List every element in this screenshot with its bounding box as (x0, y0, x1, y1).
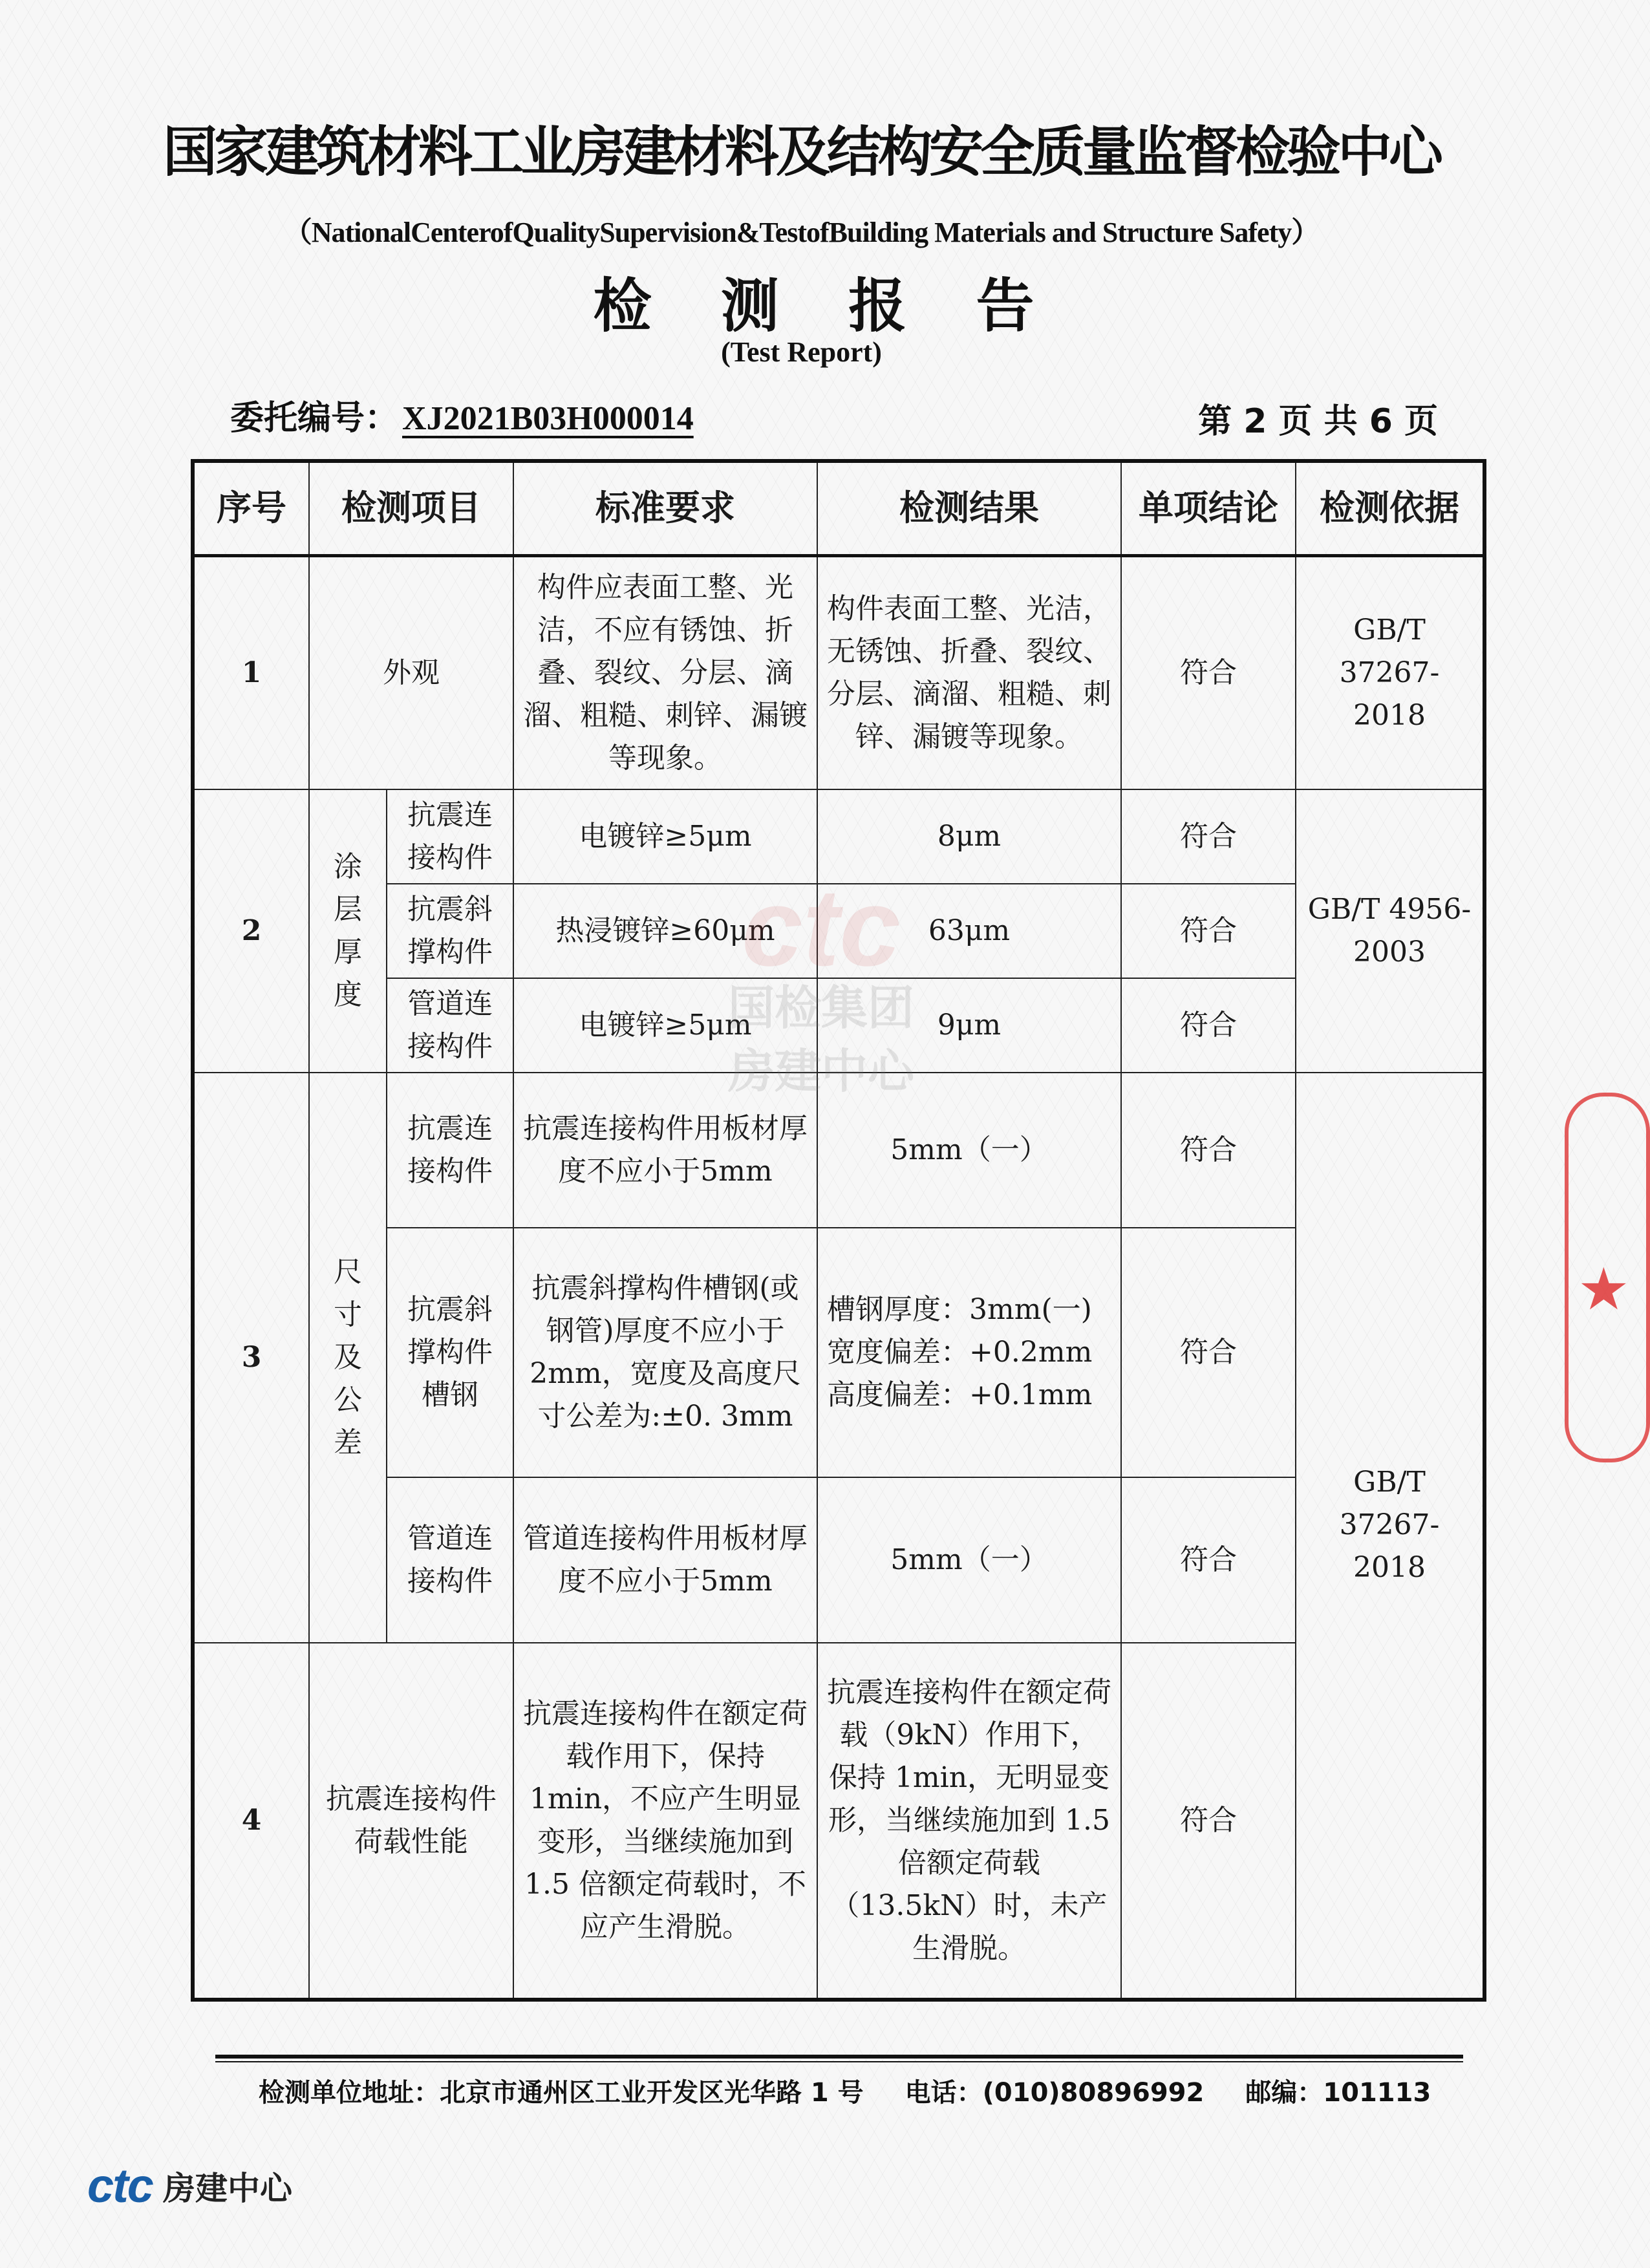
sub-item: 管道连接构件 (387, 978, 513, 1073)
row-number: 2 (193, 789, 309, 1073)
header-no: 序号 (193, 461, 309, 555)
watermark-line: 国检集团 (727, 981, 914, 1035)
conclusion: 符合 (1121, 1477, 1296, 1643)
standard-requirement: 抗震斜撑构件槽钢(或钢管)厚度不应小于 2mm，宽度及高度尺寸公差为:±0. 3mm (513, 1228, 817, 1477)
header-result: 检测结果 (817, 461, 1121, 555)
conclusion: 符合 (1121, 1228, 1296, 1477)
commission-label: 委托编号： (230, 399, 399, 438)
ctc-logo-icon: ctc (87, 2159, 153, 2212)
sub-item: 管道连接构件 (387, 1477, 513, 1643)
test-result: 抗震连接构件在额定荷载（9kN）作用下，保持 1min，无明显变形，当继续施加到 1.5 倍额定荷载（13.5kN）时，未产生滑脱。 (817, 1643, 1121, 2000)
test-result: 8μm (817, 789, 1121, 884)
footer-postcode: 邮编：101113 (1245, 2078, 1431, 2108)
footer-divider (215, 2061, 1463, 2062)
test-result: 5mm（一） (817, 1477, 1121, 1643)
header-basis: 检测依据 (1296, 461, 1484, 555)
group-label: 尺寸及公差 (334, 1256, 362, 1459)
row-number: 4 (193, 1643, 309, 2000)
conclusion: 符合 (1121, 789, 1296, 884)
commission-number: XJ2021B03H000014 (402, 400, 694, 437)
page-indicator: 第 2 页 共 6 页 (1198, 402, 1438, 441)
test-item: 外观 (309, 555, 513, 789)
ctc-logo (87, 2158, 292, 2213)
seal-star-icon: ★ (1578, 1256, 1630, 1323)
table-row (193, 789, 1484, 884)
footer-phone: 电话：(010)80896992 (905, 2078, 1205, 2108)
row-number: 1 (193, 555, 309, 789)
watermark-line: 房建中心 (727, 1044, 914, 1098)
table-row (193, 1073, 1484, 1228)
standard-requirement: 热浸镀锌≥60μm (513, 884, 817, 978)
commission-number-row (230, 390, 694, 439)
test-item: 抗震连接构件荷载性能 (309, 1643, 513, 2000)
result-line: 高度偏差：+0.1mm (827, 1378, 1093, 1411)
conclusion: 符合 (1121, 884, 1296, 978)
table-header-row (193, 461, 1484, 555)
test-result: 构件表面工整、光洁，无锈蚀、折叠、裂纹、分层、滴溜、粗糙、刺锌、漏镀等现象。 (817, 555, 1121, 789)
report-title-english: (Test Report) (721, 336, 882, 368)
test-result: 63μm (817, 884, 1121, 978)
footer-divider (215, 2055, 1463, 2059)
row-number: 3 (193, 1073, 309, 1643)
table-row (193, 884, 1484, 978)
report-title: 检 测 报 告 (593, 272, 1059, 340)
table-row (193, 555, 1484, 789)
standard-requirement: 抗震连接构件在额定荷载作用下，保持 1min，不应产生明显变形，当继续施加到 1.5 倍额定荷载时，不应产生滑脱。 (513, 1643, 817, 2000)
test-group (309, 789, 387, 1073)
conclusion: 符合 (1121, 1073, 1296, 1228)
center-title-english: （NationalCenterofQualitySupervision&TestofBuilding Materials and Structure Safety） (283, 217, 1320, 248)
table-row (193, 978, 1484, 1073)
sub-item: 抗震斜撑构件 (387, 884, 513, 978)
result-line: 宽度偏差：+0.2mm (827, 1336, 1093, 1369)
standard-requirement: 构件应表面工整、光洁，不应有锈蚀、折叠、裂纹、分层、滴溜、粗糙、刺锌、漏镀等现象。 (513, 555, 817, 789)
conclusion: 符合 (1121, 978, 1296, 1073)
test-basis: GB/T 37267-2018 (1296, 555, 1484, 789)
group-label: 涂层厚度 (334, 850, 362, 1011)
test-result: 9μm (817, 978, 1121, 1073)
footer-contact (259, 2072, 1463, 2109)
table-row (193, 1477, 1484, 1643)
test-basis: GB/T 37267-2018 (1296, 1073, 1484, 2000)
header-conclusion: 单项结论 (1121, 461, 1296, 555)
logo-text: 房建中心 (162, 2169, 292, 2207)
header-standard: 标准要求 (513, 461, 817, 555)
footer-address: 检测单位地址：北京市通州区工业开发区光华路 1 号 (259, 2078, 864, 2108)
standard-requirement: 管道连接构件用板材厚度不应小于5mm (513, 1477, 817, 1643)
standard-requirement: 电镀锌≥5μm (513, 978, 817, 1073)
table-row (193, 1643, 1484, 2000)
sub-item: 抗震连接构件 (387, 1073, 513, 1228)
conclusion: 符合 (1121, 1643, 1296, 2000)
watermark-logo: ctc (742, 866, 901, 989)
sub-item: 抗震连接构件 (387, 789, 513, 884)
test-result (817, 1228, 1121, 1477)
test-results-table (191, 459, 1486, 2002)
test-group (309, 1073, 387, 1643)
test-result: 5mm（一） (817, 1073, 1121, 1228)
standard-requirement: 电镀锌≥5μm (513, 789, 817, 884)
header-item: 检测项目 (309, 461, 513, 555)
result-line: 槽钢厚度：3mm(一) (827, 1293, 1092, 1326)
conclusion: 符合 (1121, 555, 1296, 789)
center-title: 国家建筑材料工业房建材料及结构安全质量监督检验中心 (162, 120, 1440, 184)
test-basis: GB/T 4956-2003 (1296, 789, 1484, 1073)
table-row (193, 1228, 1484, 1477)
standard-requirement: 抗震连接构件用板材厚度不应小于5mm (513, 1073, 817, 1228)
sub-item: 抗震斜撑构件槽钢 (387, 1228, 513, 1477)
